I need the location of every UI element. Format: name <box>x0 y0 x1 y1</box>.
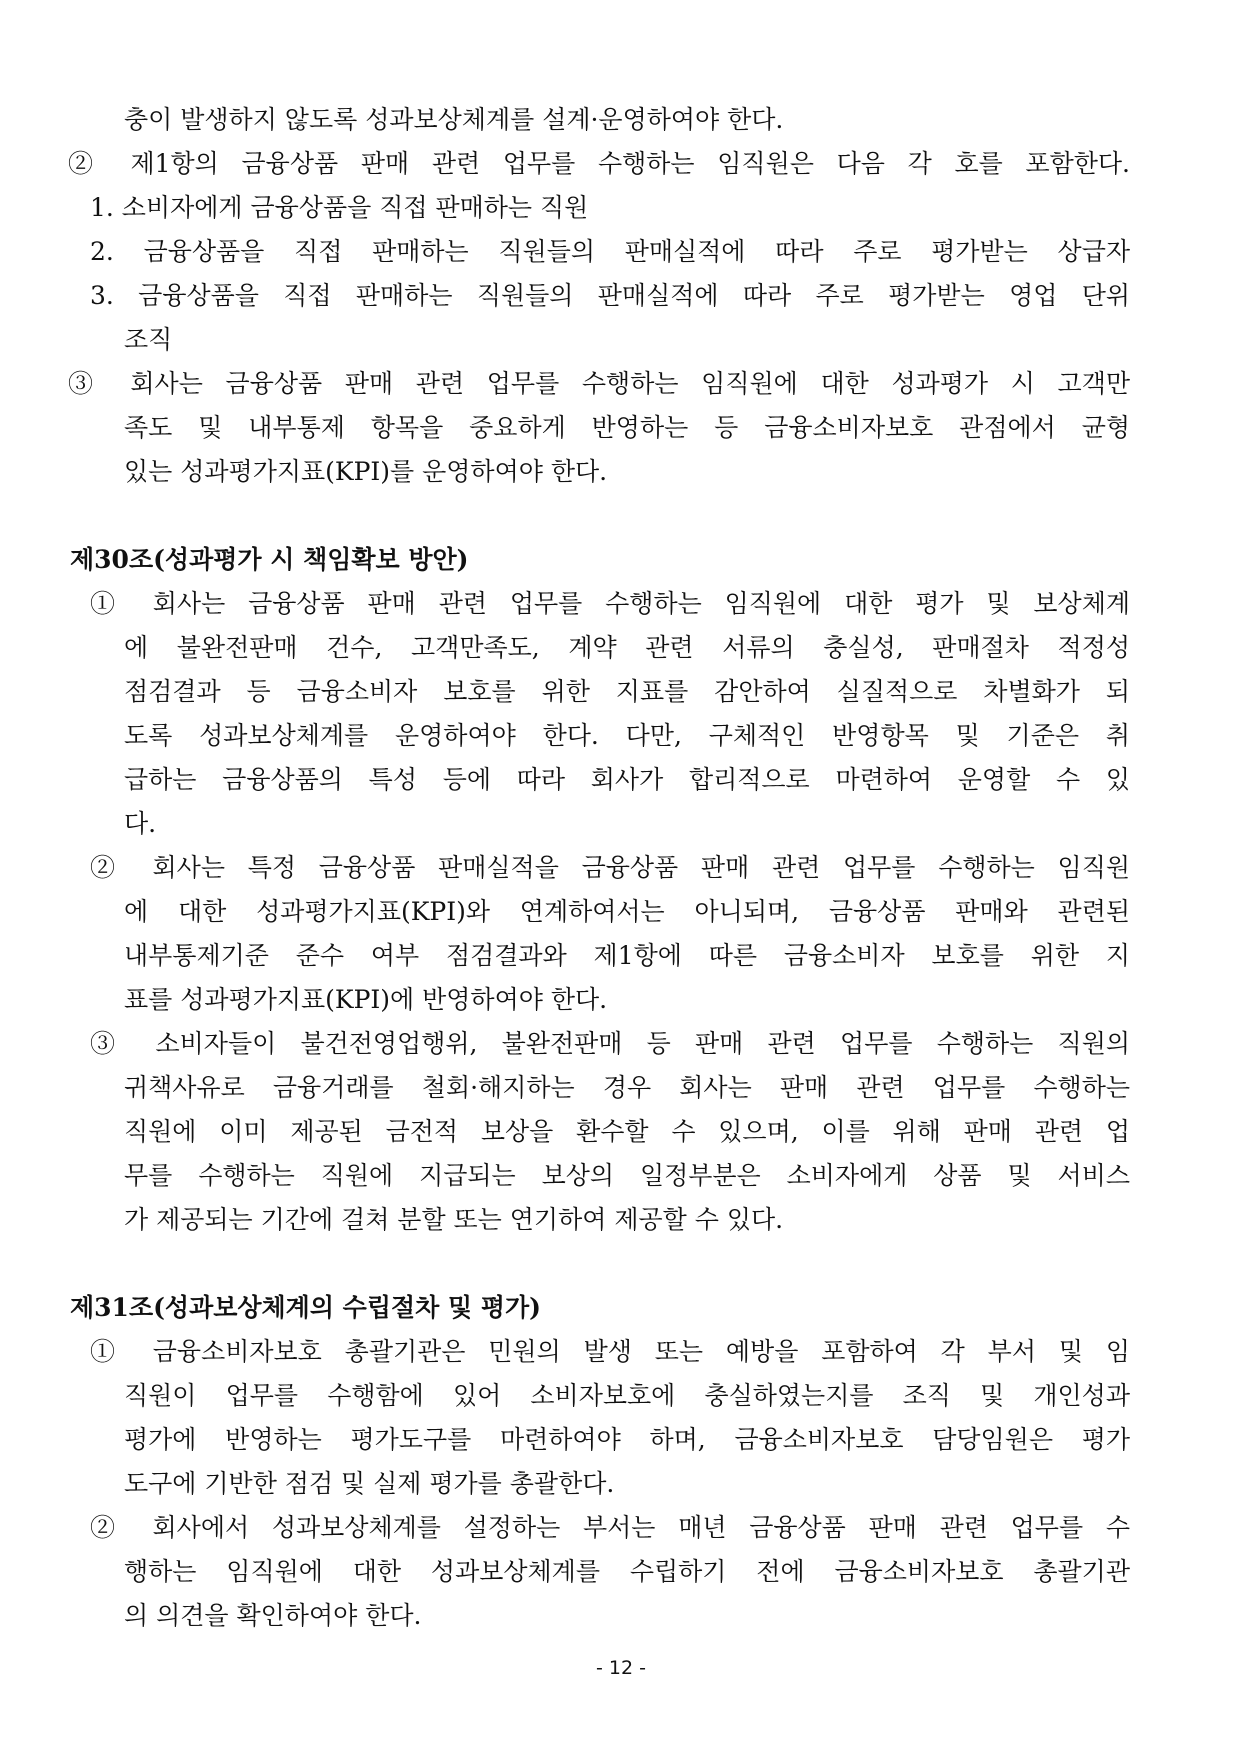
intro-paragraph-3: ③ 회사는 금융상품 판매 관련 업무를 수행하는 임직원에 대한 성과평가 시 고객만 <box>68 369 1130 398</box>
article-31-paragraph-1-cont: 평가에 반영하는 평가도구를 마련하여야 하며, 금융소비자보호 담당임원은 평가 <box>124 1425 1130 1454</box>
intro-item-1: 1. 소비자에게 금융상품을 직접 판매하는 직원 <box>90 193 589 222</box>
article-30-paragraph-3-cont: 직원에 이미 제공된 금전적 보상을 환수할 수 있으며, 이를 위해 판매 관련 업 <box>124 1117 1130 1146</box>
article-30-paragraph-1: ① 회사는 금융상품 판매 관련 업무를 수행하는 임직원에 대한 평가 및 보상체계 <box>90 589 1130 618</box>
article-31-paragraph-1-cont: 직원이 업무를 수행함에 있어 소비자보호에 충실하였는지를 조직 및 개인성과 <box>124 1381 1130 1410</box>
intro-paragraph-3-cont: 족도 및 내부통제 항목을 중요하게 반영하는 등 금융소비자보호 관점에서 균형 <box>124 413 1130 442</box>
article-30-paragraph-1-cont: 다. <box>124 809 157 838</box>
article-31-title: 제31조(성과보상체계의 수립절차 및 평가) <box>70 1293 541 1322</box>
intro-item-3-cont: 조직 <box>124 325 173 354</box>
article-30-paragraph-2-cont: 표를 성과평가지표(KPI)에 반영하여야 한다. <box>124 985 608 1014</box>
intro-line: 충이 발생하지 않도록 성과보상체계를 설계·운영하여야 한다. <box>124 105 784 134</box>
article-30-paragraph-2-cont: 에 대한 성과평가지표(KPI)와 연계하여서는 아니되며, 금융상품 판매와 관련된 <box>124 897 1130 926</box>
article-30-paragraph-1-cont: 급하는 금융상품의 특성 등에 따라 회사가 합리적으로 마련하여 운영할 수 있 <box>124 765 1130 794</box>
article-31-paragraph-2-cont: 행하는 임직원에 대한 성과보상체계를 수립하기 전에 금융소비자보호 총괄기관 <box>124 1557 1130 1586</box>
article-31-paragraph-2-cont: 의 의견을 확인하여야 한다. <box>124 1601 422 1630</box>
intro-item-2: 2. 금융상품을 직접 판매하는 직원들의 판매실적에 따라 주로 평가받는 상급자 <box>90 237 1130 266</box>
article-30-paragraph-1-cont: 에 불완전판매 건수, 고객만족도, 계약 관련 서류의 충실성, 판매절차 적정성 <box>124 633 1130 662</box>
page-number: - 12 - <box>596 1657 646 1679</box>
article-30-paragraph-3-cont: 무를 수행하는 직원에 지급되는 보상의 일정부분은 소비자에게 상품 및 서비스 <box>124 1161 1130 1190</box>
article-31-paragraph-2: ② 회사에서 성과보상체계를 설정하는 부서는 매년 금융상품 판매 관련 업무를 수 <box>90 1513 1130 1542</box>
article-31-paragraph-1-cont: 도구에 기반한 점검 및 실제 평가를 총괄한다. <box>124 1469 615 1498</box>
article-30-paragraph-3-cont: 귀책사유로 금융거래를 철회·해지하는 경우 회사는 판매 관련 업무를 수행하는 <box>124 1073 1130 1102</box>
article-30-paragraph-2: ② 회사는 특정 금융상품 판매실적을 금융상품 판매 관련 업무를 수행하는 임직원 <box>90 853 1130 882</box>
intro-item-3: 3. 금융상품을 직접 판매하는 직원들의 판매실적에 따라 주로 평가받는 영업 단위 <box>90 281 1130 310</box>
article-30-paragraph-2-cont: 내부통제기준 준수 여부 점검결과와 제1항에 따른 금융소비자 보호를 위한 지 <box>124 941 1130 970</box>
article-30-paragraph-1-cont: 도록 성과보상체계를 운영하여야 한다. 다만, 구체적인 반영항목 및 기준은 취 <box>124 721 1130 750</box>
intro-paragraph-2: ② 제1항의 금융상품 판매 관련 업무를 수행하는 임직원은 다음 각 호를 포함한다. <box>68 149 1130 178</box>
article-31-paragraph-1: ① 금융소비자보호 총괄기관은 민원의 발생 또는 예방을 포함하여 각 부서 및 임 <box>90 1337 1130 1366</box>
article-30-paragraph-3: ③ 소비자들이 불건전영업행위, 불완전판매 등 판매 관련 업무를 수행하는 직원의 <box>90 1029 1130 1058</box>
article-30-paragraph-1-cont: 점검결과 등 금융소비자 보호를 위한 지표를 감안하여 실질적으로 차별화가 되 <box>124 677 1130 706</box>
intro-paragraph-3-cont: 있는 성과평가지표(KPI)를 운영하여야 한다. <box>124 457 608 486</box>
article-30-title: 제30조(성과평가 시 책임확보 방안) <box>70 545 469 574</box>
article-30-paragraph-3-cont: 가 제공되는 기간에 걸쳐 분할 또는 연기하여 제공할 수 있다. <box>124 1205 784 1234</box>
